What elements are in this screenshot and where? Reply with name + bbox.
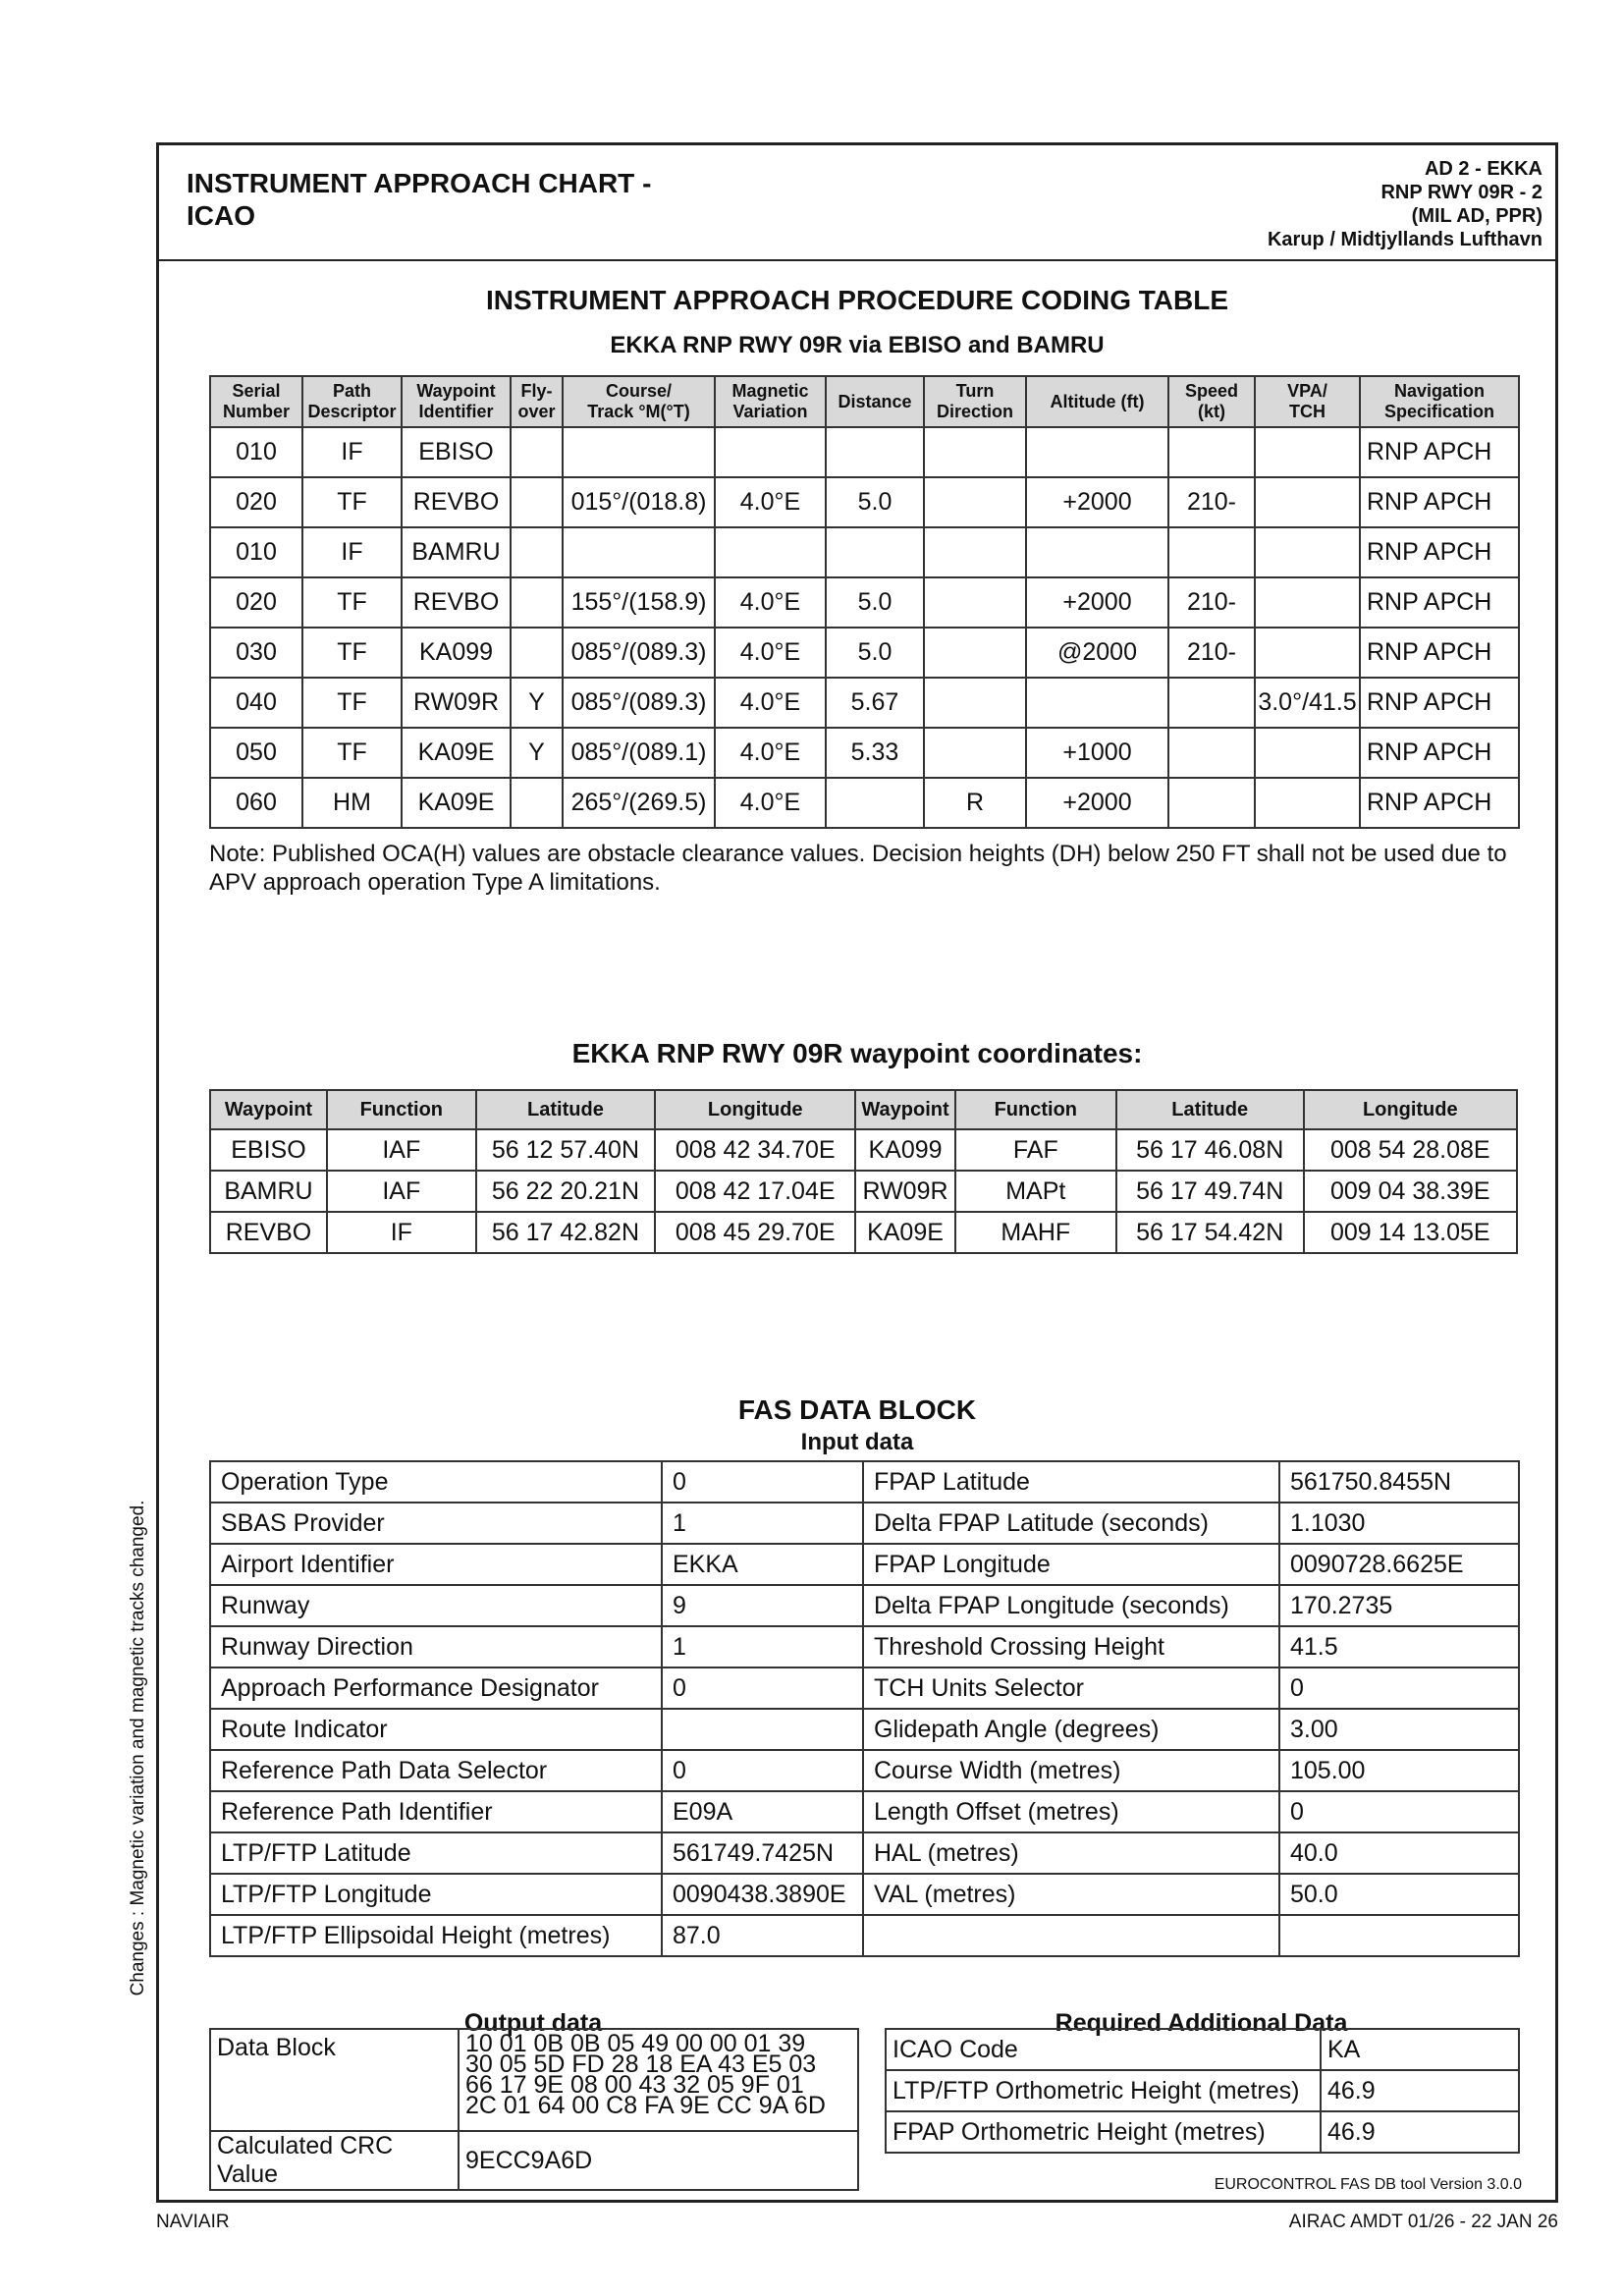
table-cell <box>1168 728 1255 778</box>
table-cell <box>511 427 563 477</box>
table-cell: FPAP Latitude <box>863 1461 1279 1503</box>
table-cell: Length Offset (metres) <box>863 1791 1279 1832</box>
table-cell: TF <box>302 728 402 778</box>
table-cell: RNP APCH <box>1360 778 1519 828</box>
footer-right: AIRAC AMDT 01/26 - 22 JAN 26 <box>1288 2212 1558 2232</box>
table-row <box>886 2029 1519 2070</box>
table-cell <box>715 427 826 477</box>
header-line: Identifier <box>418 402 494 421</box>
fas-input-table <box>209 1460 1520 1957</box>
table-cell <box>924 527 1026 577</box>
fas-input-body <box>210 1461 1519 1956</box>
table-cell: Delta FPAP Latitude (seconds) <box>863 1503 1279 1544</box>
table-cell <box>1255 577 1360 628</box>
table-cell: EKKA <box>662 1544 863 1585</box>
table-cell <box>924 728 1026 778</box>
waypoint-header-cell: Latitude <box>1116 1090 1304 1129</box>
table-row <box>210 1503 1519 1544</box>
table-cell: 1.1030 <box>1279 1503 1519 1544</box>
footer-left: NAVIAIR <box>156 2212 230 2232</box>
header-line: Number <box>222 402 290 421</box>
tool-version: EUROCONTROL FAS DB tool Version 3.0.0 <box>1214 2176 1522 2193</box>
table-cell <box>1255 527 1360 577</box>
table-row <box>210 678 1519 728</box>
table-cell: TF <box>302 678 402 728</box>
table-cell: IAF <box>327 1171 476 1212</box>
table-row <box>210 1874 1519 1915</box>
table-cell: BAMRU <box>402 527 511 577</box>
table-cell: 010 <box>210 527 302 577</box>
coding-table-header <box>210 376 1519 427</box>
table-row <box>210 1915 1519 1956</box>
table-cell <box>924 577 1026 628</box>
table-cell <box>863 1915 1279 1956</box>
table-cell: BAMRU <box>210 1171 327 1212</box>
table-cell: 020 <box>210 577 302 628</box>
table-cell: 050 <box>210 728 302 778</box>
table-cell: Runway Direction <box>210 1626 662 1667</box>
table-cell: 008 45 29.70E <box>655 1212 855 1253</box>
table-cell: RNP APCH <box>1360 577 1519 628</box>
table-row <box>210 1171 1517 1212</box>
table-cell: 009 14 13.05E <box>1304 1212 1517 1253</box>
table-cell: Approach Performance Designator <box>210 1667 662 1709</box>
table-cell: MAPt <box>955 1171 1116 1212</box>
header-line: over <box>517 402 556 421</box>
header-line: (kt) <box>1198 402 1225 421</box>
table-cell: 56 12 57.40N <box>476 1129 656 1171</box>
table-cell: 4.0°E <box>715 728 826 778</box>
table-cell: 56 17 54.42N <box>1116 1212 1304 1253</box>
table-cell: 40.0 <box>1279 1832 1519 1874</box>
table-cell: 020 <box>210 477 302 527</box>
table-row <box>210 1585 1519 1626</box>
table-row <box>210 1791 1519 1832</box>
waypoint-header-cell: Function <box>955 1090 1116 1129</box>
coding-header-cell <box>302 376 402 427</box>
table-cell: E09A <box>662 1791 863 1832</box>
required-data-table <box>885 2028 1520 2154</box>
table-cell <box>1026 678 1168 728</box>
coding-table-title: INSTRUMENT APPROACH PROCEDURE CODING TABLE <box>485 285 1228 315</box>
table-cell: 41.5 <box>1279 1626 1519 1667</box>
header-line: Serial <box>232 381 281 401</box>
table-cell <box>826 778 924 828</box>
table-cell <box>1168 527 1255 577</box>
table-cell: VAL (metres) <box>863 1874 1279 1915</box>
table-row <box>886 2111 1519 2153</box>
table-cell: HAL (metres) <box>863 1832 1279 1874</box>
table-row <box>210 1129 1517 1171</box>
header-line: VPA/ <box>1287 381 1327 401</box>
chart-reference: AD 2 - EKKA RNP RWY 09R - 2 (MIL AD, PPR) Karup / Midtjyllands Lufthavn <box>1267 158 1542 250</box>
table-cell: Course Width (metres) <box>863 1750 1279 1791</box>
table-cell: RNP APCH <box>1360 477 1519 527</box>
table-cell: R <box>924 778 1026 828</box>
table-cell <box>1168 778 1255 828</box>
waypoint-table-title: EKKA RNP RWY 09R waypoint coordinates: <box>571 1038 1143 1068</box>
table-cell <box>1168 427 1255 477</box>
table-cell: Threshold Crossing Height <box>863 1626 1279 1667</box>
coding-header-cell <box>1360 376 1519 427</box>
table-cell: 56 17 46.08N <box>1116 1129 1304 1171</box>
table-row <box>210 1461 1519 1503</box>
table-row <box>210 577 1519 628</box>
coding-header-cell <box>210 376 302 427</box>
table-cell <box>511 628 563 678</box>
table-row <box>886 2070 1519 2111</box>
table-cell <box>511 577 563 628</box>
table-cell: RNP APCH <box>1360 678 1519 728</box>
header-line: Specification <box>1383 402 1495 421</box>
table-cell: 210- <box>1168 628 1255 678</box>
table-cell: 0 <box>662 1750 863 1791</box>
table-cell: 87.0 <box>662 1915 863 1956</box>
table-cell: @2000 <box>1026 628 1168 678</box>
table-row <box>210 527 1519 577</box>
table-cell: Route Indicator <box>210 1709 662 1750</box>
header-line: Waypoint <box>416 381 496 401</box>
table-cell: +2000 <box>1026 577 1168 628</box>
table-cell: Reference Path Identifier <box>210 1791 662 1832</box>
table-cell <box>511 477 563 527</box>
table-cell: RNP APCH <box>1360 628 1519 678</box>
crc-row <box>210 2131 858 2190</box>
table-row <box>210 1750 1519 1791</box>
table-cell <box>1026 427 1168 477</box>
table-cell: 008 42 17.04E <box>655 1171 855 1212</box>
table-cell <box>1026 527 1168 577</box>
table-cell: RNP APCH <box>1360 427 1519 477</box>
table-cell <box>1168 678 1255 728</box>
table-cell: Glidepath Angle (degrees) <box>863 1709 1279 1750</box>
waypoint-header-cell: Longitude <box>1304 1090 1517 1129</box>
table-cell: 56 17 49.74N <box>1116 1171 1304 1212</box>
table-cell: FAF <box>955 1129 1116 1171</box>
table-cell <box>563 527 715 577</box>
table-cell: +2000 <box>1026 477 1168 527</box>
waypoint-header-cell: Longitude <box>655 1090 855 1129</box>
table-cell <box>511 778 563 828</box>
table-cell <box>1255 728 1360 778</box>
table-cell: Delta FPAP Longitude (seconds) <box>863 1585 1279 1626</box>
table-cell: 5.67 <box>826 678 924 728</box>
header-line: Path <box>332 381 371 401</box>
table-cell: LTP/FTP Longitude <box>210 1874 662 1915</box>
table-cell: RNP APCH <box>1360 728 1519 778</box>
table-cell: KA09E <box>402 728 511 778</box>
table-cell: TCH Units Selector <box>863 1667 1279 1709</box>
crc-value: 9ECC9A6D <box>459 2131 858 2190</box>
table-cell: 561749.7425N <box>662 1832 863 1874</box>
table-cell: REVBO <box>210 1212 327 1253</box>
table-cell: 265°/(269.5) <box>563 778 715 828</box>
table-cell: REVBO <box>402 477 511 527</box>
table-cell <box>924 427 1026 477</box>
table-cell: 0090728.6625E <box>1279 1544 1519 1585</box>
waypoint-table-header <box>210 1090 1517 1129</box>
waypoint-header-cell: Latitude <box>476 1090 656 1129</box>
table-row <box>210 427 1519 477</box>
table-cell: 56 22 20.21N <box>476 1171 656 1212</box>
table-cell: 56 17 42.82N <box>476 1212 656 1253</box>
waypoint-table-body <box>210 1129 1517 1253</box>
table-cell: IF <box>302 527 402 577</box>
coding-table <box>209 375 1520 829</box>
waypoint-header-cell: Waypoint <box>210 1090 327 1129</box>
table-cell: 0 <box>1279 1667 1519 1709</box>
table-cell: 155°/(158.9) <box>563 577 715 628</box>
output-data-title: Output data <box>463 2009 603 2037</box>
coding-header-cell <box>1026 376 1168 427</box>
required-data-title: Required Additional Data <box>1055 2009 1348 2037</box>
table-cell <box>1255 628 1360 678</box>
table-cell: 9 <box>662 1585 863 1626</box>
table-cell: Y <box>511 728 563 778</box>
table-cell <box>1255 778 1360 828</box>
table-cell: 008 42 34.70E <box>655 1129 855 1171</box>
table-cell: Runway <box>210 1585 662 1626</box>
table-cell: RW09R <box>855 1171 955 1212</box>
table-cell: 105.00 <box>1279 1750 1519 1791</box>
coding-header-cell <box>402 376 511 427</box>
table-cell <box>1255 427 1360 477</box>
table-cell: 5.33 <box>826 728 924 778</box>
table-cell: 4.0°E <box>715 628 826 678</box>
fas-subtitle: Input data <box>800 1429 914 1455</box>
chart-title: INSTRUMENT APPROACH CHART - ICAO <box>187 168 652 231</box>
table-cell: 4.0°E <box>715 778 826 828</box>
table-cell <box>662 1709 863 1750</box>
table-cell: 3.0°/41.5 <box>1255 678 1360 728</box>
header-line: Magnetic <box>731 381 809 401</box>
table-cell <box>511 527 563 577</box>
table-cell: KA09E <box>855 1212 955 1253</box>
table-cell <box>1255 477 1360 527</box>
table-cell: RNP APCH <box>1360 527 1519 577</box>
table-row <box>210 728 1519 778</box>
fas-title: FAS DATA BLOCK <box>737 1394 977 1425</box>
table-cell: SBAS Provider <box>210 1503 662 1544</box>
coding-header-cell <box>511 376 563 427</box>
coding-table-subtitle: EKKA RNP RWY 09R via EBISO and BAMRU <box>610 332 1105 358</box>
table-row <box>210 1626 1519 1667</box>
table-cell: LTP/FTP Orthometric Height (metres) <box>886 2070 1321 2111</box>
coding-header-cell <box>826 376 924 427</box>
table-cell: Operation Type <box>210 1461 662 1503</box>
table-cell: IF <box>302 427 402 477</box>
output-data-table <box>209 2028 859 2191</box>
header-line: Track °M(°T) <box>587 402 690 421</box>
table-cell: KA <box>1321 2029 1519 2070</box>
coding-header-cell <box>1168 376 1255 427</box>
table-row <box>210 778 1519 828</box>
table-cell: 085°/(089.3) <box>563 628 715 678</box>
table-cell: 085°/(089.3) <box>563 678 715 728</box>
table-cell: +2000 <box>1026 778 1168 828</box>
table-cell: LTP/FTP Ellipsoidal Height (metres) <box>210 1915 662 1956</box>
table-cell: 170.2735 <box>1279 1585 1519 1626</box>
table-cell: 040 <box>210 678 302 728</box>
table-cell: 5.0 <box>826 577 924 628</box>
table-cell <box>563 427 715 477</box>
table-row <box>210 1832 1519 1874</box>
header-divider <box>158 259 1556 261</box>
header-line: Navigation <box>1393 381 1485 401</box>
table-cell: 008 54 28.08E <box>1304 1129 1517 1171</box>
header-line: Speed <box>1184 381 1239 401</box>
table-cell: 46.9 <box>1321 2111 1519 2153</box>
data-block-value: 10 01 0B 0B 05 49 00 00 01 39 30 05 5D FD 28 18 EA 43 E5 03 66 17 9E 08 00 43 32 05 9F 01 2C 01 64 00 C8 FA 9E CC 9A 6D <box>459 2029 858 2131</box>
header-line: Variation <box>732 402 808 421</box>
table-cell: 561750.8455N <box>1279 1461 1519 1503</box>
table-cell: TF <box>302 628 402 678</box>
table-cell: KA099 <box>402 628 511 678</box>
coding-note: Note: Published OCA(H) values are obstacle clearance values. Decision heights (DH) below 250 FT shall not be used due to APV approach operation Type A limitations. <box>209 841 1507 896</box>
table-cell: FPAP Longitude <box>863 1544 1279 1585</box>
table-cell: 50.0 <box>1279 1874 1519 1915</box>
table-cell: EBISO <box>402 427 511 477</box>
table-row <box>210 1667 1519 1709</box>
table-cell: KA09E <box>402 778 511 828</box>
data-block-label: Data Block <box>210 2029 459 2131</box>
header-line: Direction <box>936 402 1013 421</box>
table-row <box>210 628 1519 678</box>
header-line: TCH <box>1289 402 1325 421</box>
table-cell: 0 <box>662 1667 863 1709</box>
header-line: Altitude (ft) <box>1050 391 1145 411</box>
table-cell: 4.0°E <box>715 577 826 628</box>
coding-header-cell <box>563 376 715 427</box>
table-cell <box>715 527 826 577</box>
table-cell: Reference Path Data Selector <box>210 1750 662 1791</box>
table-cell: RW09R <box>402 678 511 728</box>
table-cell: 1 <box>662 1503 863 1544</box>
table-cell: +1000 <box>1026 728 1168 778</box>
table-cell: IF <box>327 1212 476 1253</box>
coding-header-cell <box>924 376 1026 427</box>
header-line: Turn <box>955 381 995 401</box>
table-cell: KA099 <box>855 1129 955 1171</box>
table-cell: 210- <box>1168 577 1255 628</box>
header-line: Course/ <box>605 381 673 401</box>
table-cell <box>924 678 1026 728</box>
side-change-note: Changes : Magnetic variation and magnetic tracks changed. <box>128 1500 148 1996</box>
table-cell: TF <box>302 477 402 527</box>
crc-label: Calculated CRC Value <box>210 2131 459 2190</box>
table-cell: EBISO <box>210 1129 327 1171</box>
table-cell: 0 <box>662 1461 863 1503</box>
table-cell <box>924 628 1026 678</box>
coding-header-cell <box>1255 376 1360 427</box>
table-cell: 060 <box>210 778 302 828</box>
waypoint-header-cell: Function <box>327 1090 476 1129</box>
table-cell: HM <box>302 778 402 828</box>
table-row <box>210 1544 1519 1585</box>
table-cell: Airport Identifier <box>210 1544 662 1585</box>
table-row <box>210 1709 1519 1750</box>
required-data-body <box>886 2029 1519 2153</box>
table-cell: ICAO Code <box>886 2029 1321 2070</box>
table-cell: 3.00 <box>1279 1709 1519 1750</box>
data-block-row <box>210 2029 858 2131</box>
coding-header-cell <box>715 376 826 427</box>
table-cell: Y <box>511 678 563 728</box>
waypoint-header-cell: Waypoint <box>855 1090 955 1129</box>
table-cell: LTP/FTP Latitude <box>210 1832 662 1874</box>
table-cell: 009 04 38.39E <box>1304 1171 1517 1212</box>
table-cell: REVBO <box>402 577 511 628</box>
table-cell <box>826 427 924 477</box>
table-cell: 030 <box>210 628 302 678</box>
table-cell <box>924 477 1026 527</box>
table-cell: MAHF <box>955 1212 1116 1253</box>
table-cell: 1 <box>662 1626 863 1667</box>
table-row <box>210 1212 1517 1253</box>
coding-table-body <box>210 427 1519 828</box>
table-cell: 015°/(018.8) <box>563 477 715 527</box>
table-cell: FPAP Orthometric Height (metres) <box>886 2111 1321 2153</box>
table-cell <box>826 527 924 577</box>
table-cell: IAF <box>327 1129 476 1171</box>
header-line: Distance <box>838 391 912 411</box>
table-cell: TF <box>302 577 402 628</box>
table-cell: 210- <box>1168 477 1255 527</box>
table-cell <box>1279 1915 1519 1956</box>
table-cell: 010 <box>210 427 302 477</box>
table-cell: 0 <box>1279 1791 1519 1832</box>
table-cell: 085°/(089.1) <box>563 728 715 778</box>
table-cell: 46.9 <box>1321 2070 1519 2111</box>
waypoint-table <box>209 1089 1518 1254</box>
table-row <box>210 477 1519 527</box>
header-line: Descriptor <box>307 402 397 421</box>
header-line: Fly- <box>520 381 553 401</box>
table-cell: 5.0 <box>826 477 924 527</box>
table-cell: 4.0°E <box>715 678 826 728</box>
table-cell: 0090438.3890E <box>662 1874 863 1915</box>
table-cell: 4.0°E <box>715 477 826 527</box>
table-cell: 5.0 <box>826 628 924 678</box>
